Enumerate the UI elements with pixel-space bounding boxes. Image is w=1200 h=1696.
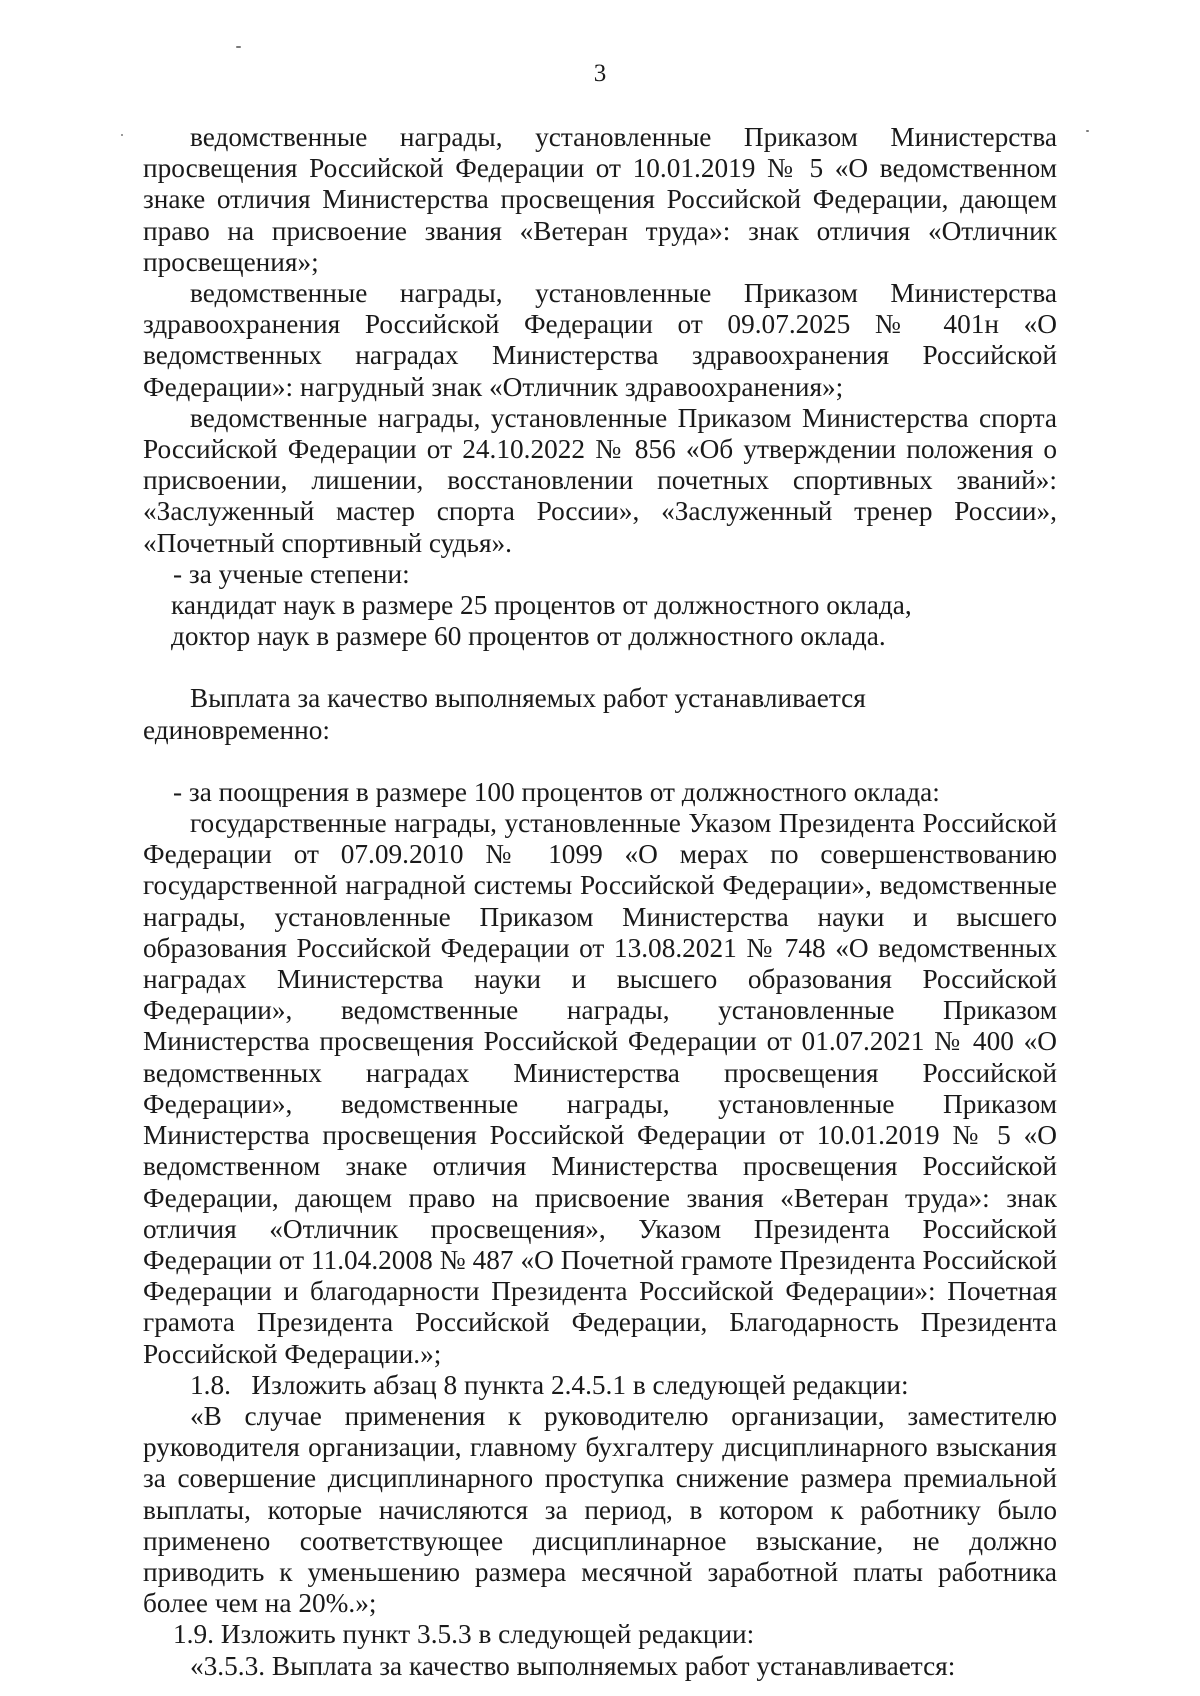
list-item: - за ученые степени: — [173, 558, 410, 589]
list-item: - за поощрения в размере 100 процентов от должностного оклада: — [173, 776, 940, 807]
list-item: доктор наук в размере 60 процентов от должностного оклада. — [171, 621, 886, 652]
paragraph: ведомственные награды, установленные Приказом Министерства здравоохранения Российской Федерации от 09.07.2025 № 401н «О ведомственных наградах Министерства здравоохранения Российской Федерации»: нагрудный знак «Отличник здравоохранения»; — [143, 278, 1057, 402]
paragraph: ведомственные награды, установленные Приказом Министерства спорта Российской Федерации от 24.10.2022 № 856 «Об утверждении положения о присвоении, лишении, восстановлении почетных спортивных званий»: «Заслуженный мастер спорта России», «Заслуженный тренер России», «Почетный спортивный судья». — [143, 402, 1057, 558]
paragraph: «3.5.3. Выплата за качество выполняемых работ устанавливается: — [190, 1650, 956, 1681]
paragraph: «В случае применения к руководителю организации, заместителю руководителя организации, главному бухгалтеру дисциплинарного взыскания за совершение дисциплинарного проступка снижение размера премиальной выплаты, которые начисляются за период, в котором к работнику было применено соответствующее дисциплинарное взыскание, не должно приводить к уменьшению размера месячной заработной платы работника более чем на 20%.»; — [143, 1400, 1057, 1619]
page-number: 3 — [593, 60, 607, 87]
list-item: кандидат наук в размере 25 процентов от должностного оклада, — [171, 590, 912, 621]
paragraph: государственные награды, установленные Указом Президента Российской Федерации от 07.09.2010 № 1099 «О мерах по совершенствованию государственной наградной системы Российской Федерации», ведомственные награды, установленные Приказом Министерства науки и высшего образования Российской Федерации от 13.08.2021 № 748 «О ведомственных наградах Министерства науки и высшего образования Российской Федерации», ведомственные награды, установленные Приказом Министерства просвещения Российской Федерации от 01.07.2021 № 400 «О ведомственных наградах Министерства просвещения Российской Федерации», ведомственные награды, установленные Приказом Министерства просвещения Российской Федерации от 10.01.2019 № 5 «О ведомственном знаке отличия Министерства просвещения Российской Федерации, дающем право на присвоение звания «Ветеран труда»: знак отличия «Отличник просвещения», Указом Президента Российской Федерации от 11.04.2008 № 487 «О Почетной грамоте Президента Российской Федерации и благодарности Президента Российской Федерации»: Почетная грамота Президента Российской Федерации, Благодарность Президента Российской Федерации.»; — [143, 808, 1057, 1369]
paragraph: ведомственные награды, установленные Приказом Министерства просвещения Российской Федерации от 10.01.2019 № 5 «О ведомственном знаке отличия Министерства просвещения Российской Федерации, дающем право на присвоение звания «Ветеран труда»: знак отличия «Отличник просвещения»; — [143, 122, 1057, 277]
section-heading: 1.8. Изложить абзац 8 пункта 2.4.5.1 в следующей редакции: — [190, 1369, 909, 1400]
spacer — [143, 746, 1057, 777]
paragraph: Выплата за качество выполняемых работ устанавливается единовременно: — [143, 683, 866, 745]
scan-speck — [236, 46, 241, 48]
scan-speck — [121, 134, 123, 136]
scan-speck — [1086, 130, 1089, 132]
spacer — [143, 652, 1057, 683]
document-body — [143, 122, 1057, 1682]
section-heading: 1.9. Изложить пункт 3.5.3 в следующей редакции: — [173, 1619, 755, 1650]
